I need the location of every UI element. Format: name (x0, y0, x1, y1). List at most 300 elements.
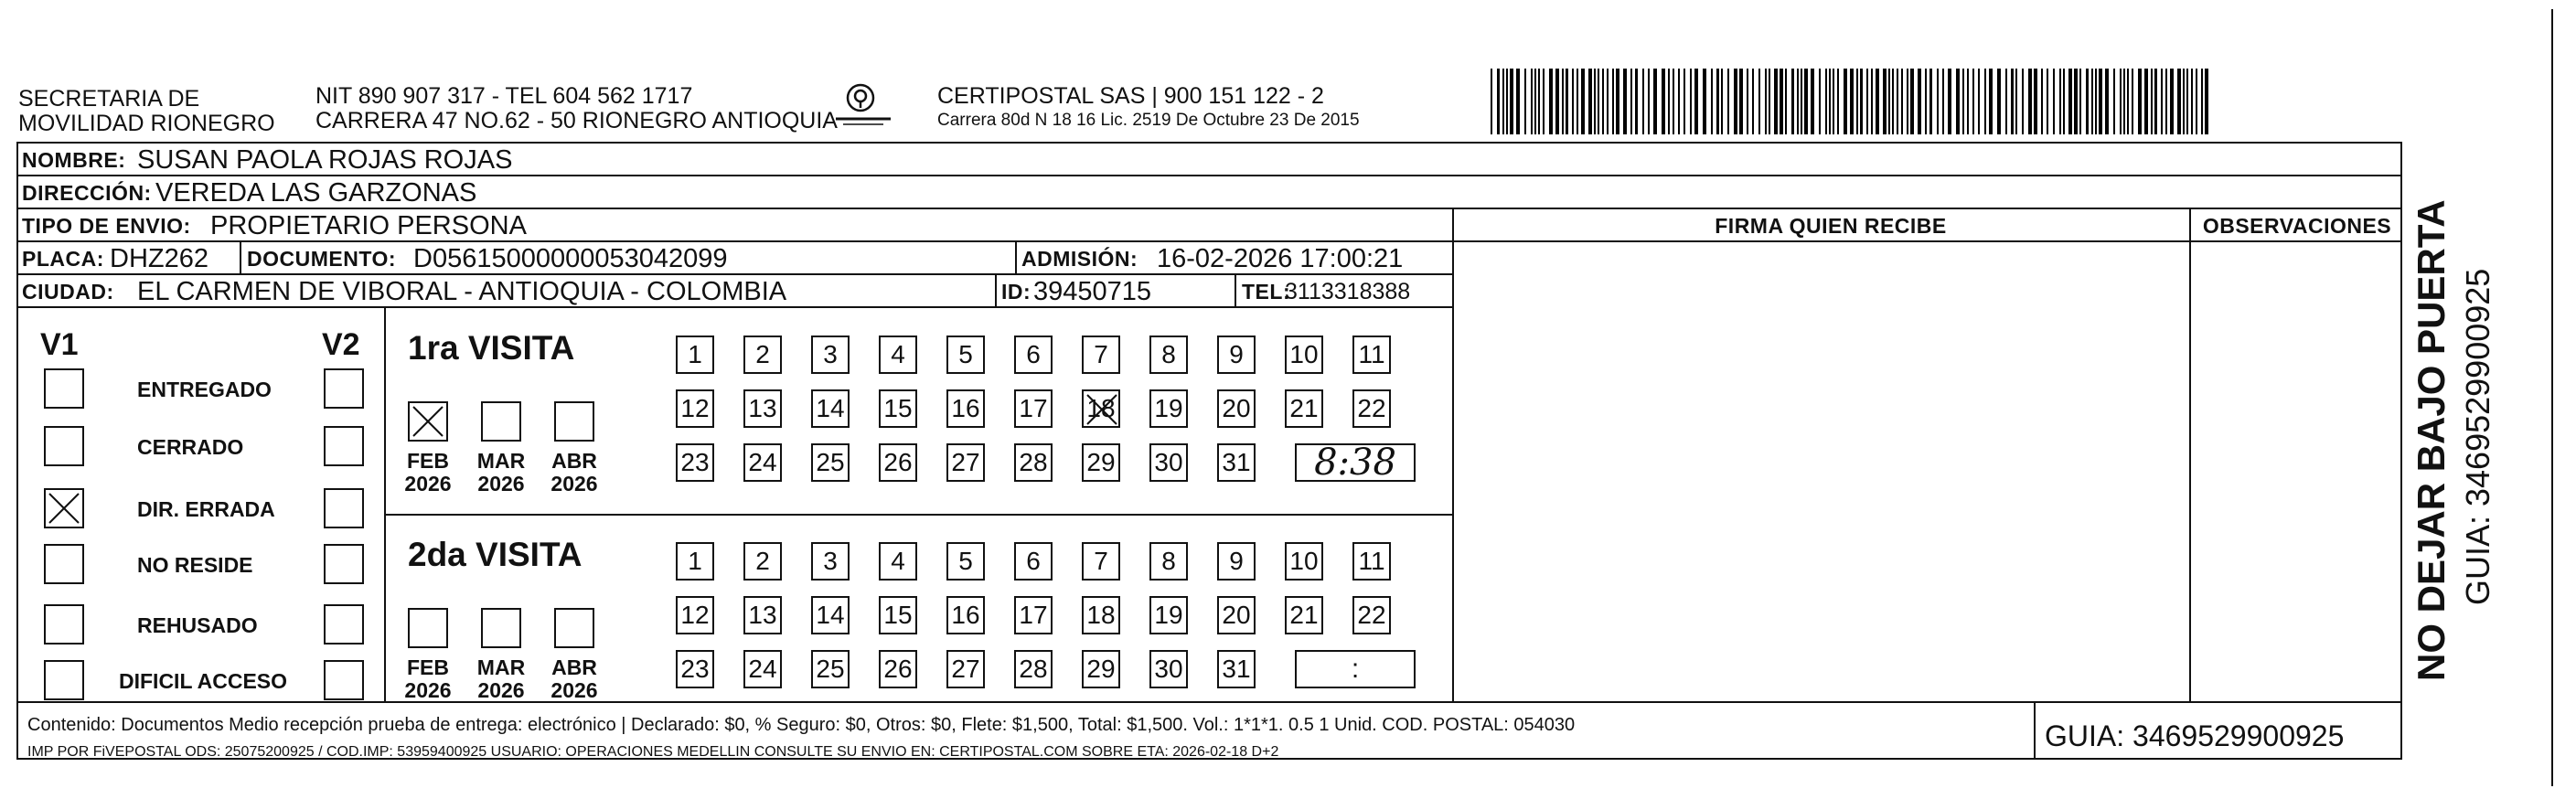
day-number: 15 (883, 601, 913, 629)
day-number: 29 (1086, 448, 1116, 476)
v1-checkbox[interactable] (44, 660, 84, 700)
row-tipo-envio (18, 209, 2402, 242)
barcode-bar (2144, 69, 2148, 134)
carrier-license: Carrera 80d N 18 16 Lic. 2519 De Octubre 23 De 2015 (937, 111, 1360, 130)
v2-checkbox[interactable] (324, 426, 364, 466)
barcode-bar (2154, 69, 2157, 134)
month-checkbox[interactable] (554, 401, 594, 442)
v1-checkbox[interactable] (44, 368, 84, 409)
barcode-bar (1598, 69, 1599, 134)
status-label: DIR. ERRADA (137, 497, 275, 521)
status-label: ENTREGADO (137, 378, 272, 401)
day-checkbox[interactable] (879, 443, 917, 482)
status-label: NO RESIDE (137, 553, 253, 577)
month-name: MAR (476, 449, 526, 473)
day-number: 1 (688, 547, 702, 575)
month-checkbox[interactable] (408, 608, 448, 648)
barcode-bar (1555, 69, 1559, 134)
day-checkbox[interactable] (946, 389, 985, 428)
day-checkbox[interactable] (1014, 542, 1053, 581)
placa-divider (240, 242, 241, 273)
barcode-bar (2028, 69, 2032, 134)
month-checkbox[interactable] (481, 401, 521, 442)
barcode-bar (1516, 69, 1520, 134)
barcode-bar (1860, 69, 1863, 134)
issuer-line-1: SECRETARIA DE (18, 86, 200, 112)
barcode-bar (2186, 69, 2188, 134)
day-number: 8 (1161, 340, 1176, 368)
barcode-bar (2196, 69, 2197, 134)
barcode-bar (2091, 69, 2093, 134)
barcode-bar (1929, 69, 1932, 134)
barcode-bar (1734, 69, 1737, 134)
carrier-name: CERTIPOSTAL SAS | 900 151 122 - 2 (937, 83, 1324, 109)
barcode-bar (2177, 69, 2181, 134)
direccion-value: VEREDA LAS GARZONAS (155, 178, 477, 208)
day-checkbox[interactable] (1352, 389, 1391, 428)
id-value: 39450715 (1033, 277, 1152, 306)
barcode-bar (1653, 69, 1657, 134)
day-number: 18 (1086, 394, 1116, 422)
barcode-bar (1491, 69, 1492, 134)
direccion-label: DIRECCIÓN: (22, 181, 152, 205)
month-name: FEB (407, 449, 449, 473)
month-label (469, 656, 533, 702)
day-checkbox[interactable] (1082, 650, 1120, 688)
day-number: 19 (1154, 394, 1183, 422)
barcode-bar (1673, 69, 1674, 134)
barcode-bar (1866, 69, 1868, 134)
day-number: 31 (1222, 448, 1251, 476)
ciudad-label: CIUDAD: (22, 280, 114, 304)
side-guia: GUIA: 3469529900925 (2459, 268, 2496, 605)
barcode-bar (2138, 69, 2142, 134)
nombre-label: NOMBRE: (22, 148, 126, 172)
barcode-bar (1918, 69, 1921, 134)
month-label (469, 450, 533, 495)
placa-label: PLACA: (22, 247, 104, 271)
day-number: 14 (816, 601, 845, 629)
day-number: 4 (891, 547, 905, 575)
barcode-bar (1801, 69, 1802, 134)
barcode-bar (1630, 69, 1632, 134)
barcode-bar (1850, 69, 1854, 134)
day-checkbox[interactable] (1014, 443, 1053, 482)
day-checkbox[interactable] (676, 596, 714, 634)
day-checkbox[interactable] (811, 650, 850, 688)
month-name: ABR (551, 449, 597, 473)
barcode-bar (1837, 69, 1839, 134)
day-number: 3 (823, 340, 838, 368)
day-number: 12 (680, 394, 710, 422)
barcode (1491, 69, 2213, 134)
barcode-bar (1907, 69, 1908, 134)
day-checkbox[interactable] (676, 650, 714, 688)
day-checkbox[interactable] (1014, 596, 1053, 634)
day-number: 23 (680, 448, 710, 476)
month-checkbox[interactable] (481, 608, 521, 648)
month-year: 2026 (404, 472, 452, 495)
day-checkbox[interactable] (1352, 336, 1391, 374)
day-number: 6 (1026, 340, 1041, 368)
day-checkbox[interactable] (676, 542, 714, 581)
barcode-bar (2074, 69, 2078, 134)
v2-checkbox[interactable] (324, 544, 364, 584)
barcode-bar (1888, 69, 1890, 134)
barcode-bar (2151, 69, 2153, 134)
visit-title: 1ra VISITA (408, 329, 575, 367)
day-checkbox[interactable] (1285, 542, 1323, 581)
month-name: FEB (407, 655, 449, 679)
v1-checkbox[interactable] (44, 544, 84, 584)
barcode-bar (1752, 69, 1754, 134)
day-checkbox[interactable] (946, 596, 985, 634)
side-notice: NO DEJAR BAJO PUERTA (2410, 199, 2453, 681)
barcode-bar (1524, 69, 1526, 134)
issuer-line-2: MOVILIDAD RIONEGRO (18, 111, 275, 136)
day-checkbox[interactable] (1149, 389, 1188, 428)
tipo-envio-value: PROPIETARIO PERSONA (210, 211, 527, 240)
barcode-bar (1562, 69, 1564, 134)
day-checkbox[interactable] (1285, 336, 1323, 374)
day-checkbox[interactable] (1082, 336, 1120, 374)
barcode-bar (1989, 69, 1993, 134)
month-year: 2026 (550, 678, 598, 702)
barcode-bar (2161, 69, 2163, 134)
barcode-bar (1804, 69, 1808, 134)
barcode-bar (1811, 69, 1814, 134)
day-number: 20 (1222, 394, 1251, 422)
barcode-bar (2105, 69, 2109, 134)
day-number: 9 (1229, 340, 1244, 368)
barcode-bar (2079, 69, 2081, 134)
barcode-bar (1607, 69, 1609, 134)
barcode-bar (2068, 69, 2072, 134)
barcode-bar (1819, 69, 1821, 134)
day-number: 3 (823, 547, 838, 575)
barcode-bar (2132, 69, 2133, 134)
day-number: 18 (1086, 601, 1116, 629)
barcode-bar (1690, 69, 1692, 134)
barcode-bar (1623, 69, 1627, 134)
barcode-bar (2165, 69, 2167, 134)
day-checkbox[interactable] (1082, 389, 1120, 428)
day-number: 5 (958, 547, 973, 575)
barcode-bar (1956, 69, 1960, 134)
barcode-bar (1997, 69, 2001, 134)
day-number: 21 (1289, 394, 1319, 422)
barcode-bar (1962, 69, 1964, 134)
day-number: 14 (816, 394, 845, 422)
footer-imp: IMP POR FiVEPOSTAL ODS: 25075200925 / COD.IMP: 53959400925 USUARIO: OPERACIONES MEDELLIN CONSULTE SU ENVIO EN: CERTIPOSTAL.COM SOBRE ETA: 2026-02-18 D+2 (27, 744, 1279, 760)
day-checkbox[interactable] (1082, 443, 1120, 482)
barcode-bar (1581, 69, 1585, 134)
barcode-bar (1785, 69, 1787, 134)
observaciones-left-border (2189, 209, 2191, 703)
day-number: 28 (1019, 655, 1048, 683)
barcode-bar (2191, 69, 2193, 134)
month-label (396, 450, 460, 495)
issuer-nit: NIT 890 907 317 - TEL 604 562 1717 (315, 83, 693, 109)
barcode-bar (1721, 69, 1723, 134)
barcode-bar (1531, 69, 1533, 134)
barcode-bar (1791, 69, 1794, 134)
barcode-bar (2063, 69, 2065, 134)
day-checkbox[interactable] (946, 542, 985, 581)
v2-checkbox[interactable] (324, 660, 364, 700)
day-checkbox[interactable] (879, 389, 917, 428)
day-checkbox[interactable] (811, 443, 850, 482)
status-label: DIFICIL ACCESO (119, 669, 288, 693)
day-checkbox[interactable] (811, 542, 850, 581)
day-number: 5 (958, 340, 973, 368)
day-checkbox[interactable] (879, 650, 917, 688)
barcode-bar (1910, 69, 1914, 134)
barcode-bar (1925, 69, 1927, 134)
barcode-bar (1727, 69, 1729, 134)
barcode-bar (1769, 69, 1770, 134)
v2-checkbox[interactable] (324, 488, 364, 528)
documento-label: DOCUMENTO: (247, 247, 397, 271)
day-checkbox[interactable] (1149, 443, 1188, 482)
day-number: 12 (680, 601, 710, 629)
day-checkbox[interactable] (1352, 596, 1391, 634)
barcode-bar (2015, 69, 2017, 134)
barcode-bar (1844, 69, 1847, 134)
barcode-bar (2086, 69, 2089, 134)
barcode-bar (1648, 69, 1650, 134)
day-checkbox[interactable] (1217, 443, 1256, 482)
day-checkbox[interactable] (1285, 596, 1323, 634)
tel-label: TEL: (1242, 280, 1291, 304)
barcode-bar (1797, 69, 1799, 134)
day-number: 21 (1289, 601, 1319, 629)
barcode-bar (1774, 69, 1778, 134)
day-checkbox[interactable] (811, 389, 850, 428)
status-label: REHUSADO (137, 613, 258, 637)
nombre-value: SUSAN PAOLA ROJAS ROJAS (137, 145, 513, 175)
barcode-bar (1948, 69, 1951, 134)
barcode-bar (2047, 69, 2048, 134)
month-checkbox[interactable] (408, 401, 448, 442)
month-label (542, 656, 606, 702)
carrier-logo (834, 82, 894, 128)
v1-checkbox[interactable] (44, 488, 84, 528)
day-number: 2 (755, 547, 770, 575)
day-checkbox[interactable] (743, 596, 782, 634)
barcode-bar (1856, 69, 1858, 134)
visit-title: 2da VISITA (408, 536, 583, 573)
day-checkbox[interactable] (946, 650, 985, 688)
barcode-bar (1497, 69, 1500, 134)
visit-time-field[interactable]: : (1295, 650, 1416, 688)
day-checkbox[interactable] (1217, 542, 1256, 581)
day-checkbox[interactable] (676, 443, 714, 482)
barcode-bar (1543, 69, 1545, 134)
barcode-bar (1892, 69, 1894, 134)
barcode-bar (1510, 69, 1513, 134)
documento-value: D05615000000053042099 (413, 244, 728, 273)
day-number: 10 (1289, 547, 1319, 575)
month-year: 2026 (404, 678, 452, 702)
admision-divider (1015, 242, 1017, 273)
day-number: 20 (1222, 601, 1251, 629)
barcode-bar (1668, 69, 1670, 134)
barcode-bar (2205, 69, 2208, 134)
day-checkbox[interactable] (1217, 389, 1256, 428)
footer-guia: GUIA: 3469529900925 (2045, 719, 2345, 752)
day-checkbox[interactable] (1082, 596, 1120, 634)
day-checkbox[interactable] (743, 650, 782, 688)
barcode-bar (1683, 69, 1685, 134)
day-number: 16 (951, 601, 980, 629)
barcode-bar (1972, 69, 1974, 134)
day-checkbox[interactable] (676, 336, 714, 374)
footer-guia-divider (2034, 703, 2036, 758)
visit-time-field[interactable]: 8:38 (1295, 443, 1416, 482)
barcode-bar (2113, 69, 2115, 134)
day-number: 2 (755, 340, 770, 368)
row-nombre (18, 144, 2402, 176)
barcode-bar (2053, 69, 2055, 134)
barcode-bar (1716, 69, 1719, 134)
day-checkbox[interactable] (879, 596, 917, 634)
day-checkbox[interactable] (1149, 336, 1188, 374)
barcode-bar (1967, 69, 1969, 134)
barcode-bar (1502, 69, 1504, 134)
day-checkbox[interactable] (743, 542, 782, 581)
v2-checkbox[interactable] (324, 368, 364, 409)
barcode-bar (1694, 69, 1698, 134)
month-name: ABR (551, 655, 597, 679)
barcode-bar (2095, 69, 2097, 134)
barcode-bar (2201, 69, 2203, 134)
v2-checkbox[interactable] (324, 604, 364, 645)
admision-label: ADMISIÓN: (1021, 247, 1138, 271)
barcode-bar (1594, 69, 1596, 134)
firma-left-border (1452, 209, 1454, 703)
day-number: 13 (748, 394, 777, 422)
day-checkbox[interactable] (879, 336, 917, 374)
day-checkbox[interactable] (676, 389, 714, 428)
placa-value: DHZ262 (110, 244, 208, 273)
barcode-bar (1566, 69, 1568, 134)
day-checkbox[interactable] (1149, 542, 1188, 581)
tel-value: 3113318388 (1285, 279, 1411, 304)
day-checkbox[interactable] (1217, 336, 1256, 374)
v1-checkbox[interactable] (44, 604, 84, 645)
month-year: 2026 (477, 678, 525, 702)
day-checkbox[interactable] (811, 596, 850, 634)
day-checkbox[interactable] (1014, 650, 1053, 688)
day-number: 11 (1358, 547, 1385, 575)
barcode-bar (1765, 69, 1767, 134)
day-number: 16 (951, 394, 980, 422)
barcode-bar (1825, 69, 1827, 134)
barcode-bar (1506, 69, 1508, 134)
month-checkbox[interactable] (554, 608, 594, 648)
barcode-bar (1711, 69, 1713, 134)
day-checkbox[interactable] (743, 389, 782, 428)
day-number: 28 (1019, 448, 1048, 476)
barcode-bar (1897, 69, 1898, 134)
day-number: 11 (1358, 340, 1385, 368)
day-checkbox[interactable] (743, 443, 782, 482)
barcode-bar (1901, 69, 1903, 134)
day-checkbox[interactable] (1149, 596, 1188, 634)
barcode-bar (2041, 69, 2043, 134)
barcode-bar (1758, 69, 1760, 134)
barcode-bar (1602, 69, 1604, 134)
barcode-bar (2099, 69, 2102, 134)
issuer-address: CARRERA 47 NO.62 - 50 RIONEGRO ANTIOQUIA (315, 108, 838, 133)
day-checkbox[interactable] (1352, 542, 1391, 581)
day-number: 27 (951, 448, 980, 476)
month-year: 2026 (477, 472, 525, 495)
barcode-bar (1978, 69, 1980, 134)
id-label: ID: (1001, 280, 1031, 304)
row-direccion (18, 176, 2402, 209)
day-checkbox[interactable] (946, 336, 985, 374)
barcode-bar (1549, 69, 1553, 134)
barcode-bar (1829, 69, 1831, 134)
barcode-bar (2120, 69, 2122, 134)
id-divider (995, 275, 997, 306)
day-checkbox[interactable] (743, 336, 782, 374)
barcode-bar (2005, 69, 2007, 134)
day-number: 22 (1357, 601, 1386, 629)
barcode-bar (1534, 69, 1536, 134)
month-year: 2026 (550, 472, 598, 495)
barcode-bar (2059, 69, 2061, 134)
day-checkbox[interactable] (1014, 389, 1053, 428)
barcode-bar (2170, 69, 2174, 134)
x-mark-icon (410, 403, 446, 440)
day-checkbox[interactable] (1014, 336, 1053, 374)
month-label (396, 656, 460, 702)
barcode-bar (1871, 69, 1873, 134)
edge-line (2551, 9, 2553, 786)
day-number: 24 (748, 448, 777, 476)
row-ciudad (18, 275, 1454, 308)
day-number: 1 (688, 340, 702, 368)
visits-divider (384, 514, 1454, 516)
day-number: 30 (1154, 655, 1183, 683)
day-checkbox[interactable] (1082, 542, 1120, 581)
day-number: 9 (1229, 547, 1244, 575)
day-checkbox[interactable] (811, 336, 850, 374)
month-name: MAR (476, 655, 526, 679)
barcode-bar (2123, 69, 2125, 134)
day-checkbox[interactable] (879, 542, 917, 581)
day-checkbox[interactable] (1149, 650, 1188, 688)
barcode-bar (1747, 69, 1748, 134)
issuer-name (18, 87, 275, 136)
barcode-bar (1678, 69, 1680, 134)
barcode-bar (1642, 69, 1644, 134)
barcode-bar (1937, 69, 1939, 134)
day-checkbox[interactable] (1217, 596, 1256, 634)
day-number: 23 (680, 655, 710, 683)
day-checkbox[interactable] (1285, 389, 1323, 428)
day-checkbox[interactable] (946, 443, 985, 482)
footer-top-border (18, 701, 2402, 703)
v2-header: V2 (322, 327, 360, 362)
barcode-bar (1876, 69, 1879, 134)
barcode-bar (1588, 69, 1592, 134)
v1-checkbox[interactable] (44, 426, 84, 466)
day-checkbox[interactable] (1217, 650, 1256, 688)
